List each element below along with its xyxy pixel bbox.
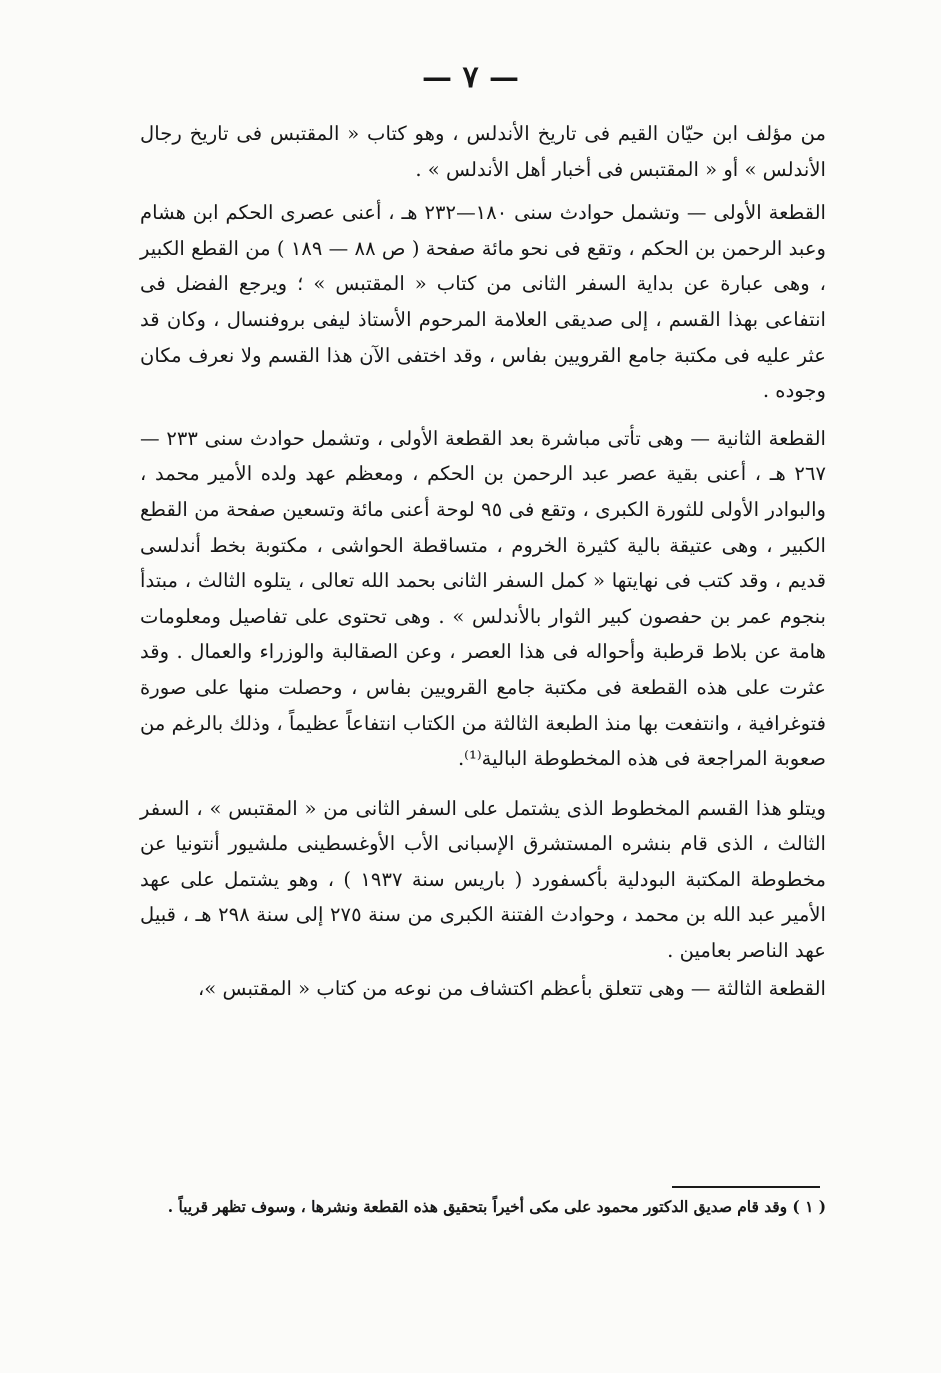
paragraph-intro: من مؤلف ابن حيّان القيم فى تاريخ الأندلس ، وهو كتاب « المقتبس فى تاريخ رجال الأندلس » أو « المقتبس فى أخبار أهل الأندلس » . xyxy=(140,122,826,181)
paragraph-third-fragment: القطعة الثالثة — وهى تتعلق بأعظم اكتشاف من نوعه من كتاب « المقتبس »، xyxy=(197,976,826,1000)
footnote: ( ١ ) وقد قام صديق الدكتور محمود على مكى أخيراً بتحقيق هذه القطعة ونشرها ، وسوف تظهر قريباً . xyxy=(167,1198,826,1216)
paragraph-second-fragment: القطعة الثانية — وهى تأتى مباشرة بعد القطعة الأولى ، وتشمل حوادث سنى ٢٣٣ — ٢٦٧ هـ ، أعنى بقية عصر عبد الرحمن بن الحكم ، ومعظم عهد ولده الأمير محمد ، والبوادر الأولى للثورة الكبرى ، وتقع فى ٩٥ لوحة أعنى مائة وتسعين صفحة من القطع الكبير ، وهى عتيقة بالية كثيرة الخروم ، متساقطة الحواشى ، مكتوبة بخط أندلسى قديم ، وقد كتب فى نهايتها « كمل السفر الثانى بحمد الله تعالى ، يتلوه الثالث ، مبتدأ بنجوم عمر بن حفصون كبير الثوار بالأندلس » . وهى تحتوى على تفاصيل ومعلومات هامة عن بلاط قرطبة وأحواله فى هذا العصر ، وعن الصقالبة والوزراء والعمال . وقد عثرت على هذه القطعة فى مكتبة جامع القرويين بفاس ، وحصلت منها على صورة فتوغرافية ، وانتفعت بها منذ الطبعة الثالثة من الكتاب انتفاعاً عظيماً ، وذلك بالرغم من صعوبة المراجعة فى هذه المخطوطة البالية⁽¹⁾. xyxy=(140,426,826,771)
paragraph-first-fragment: القطعة الأولى — وتشمل حوادث سنى ١٨٠—٢٣٢ هـ ، أعنى عصرى الحكم ابن هشام وعبد الرحمن بن الحكم ، وتقع فى نحو مائة صفحة ( ص ٨٨ — ١٨٩ ) من القطع الكبير ، وهى عبارة عن بداية السفر الثانى من كتاب « المقتبس » ؛ ويرجع الفضل فى انتفاعى بهذا القسم ، إلى صديقى العلامة المرحوم الأستاذ ليفى بروفنسال ، وكان قد عثر عليه فى مكتبة جامع القرويين بفاس ، وقد اختفى الآن هذا القسم ولا نعرف مكان وجوده . xyxy=(140,201,826,403)
paragraph-third-volume: ويتلو هذا القسم المخطوط الذى يشتمل على السفر الثانى من « المقتبس » ، السفر الثالث ، الذى قام بنشره المستشرق الإسبانى الأب الأوغسطينى ملشيور أنتونيا عن مخطوطة المكتبة البودلية بأكسفورد ( باريس سنة ١٩٣٧ ) ، وهو يشتمل على عهد الأمير عبد الله بن محمد ، وحوادث الفتنة الكبرى من سنة ٢٧٥ إلى سنة ٢٩٨ هـ ، قبيل عهد الناصر بعامين . xyxy=(140,796,826,963)
footnote-divider xyxy=(672,1186,820,1188)
page-number: — ٧ — xyxy=(421,60,520,95)
body-text xyxy=(140,116,826,1006)
